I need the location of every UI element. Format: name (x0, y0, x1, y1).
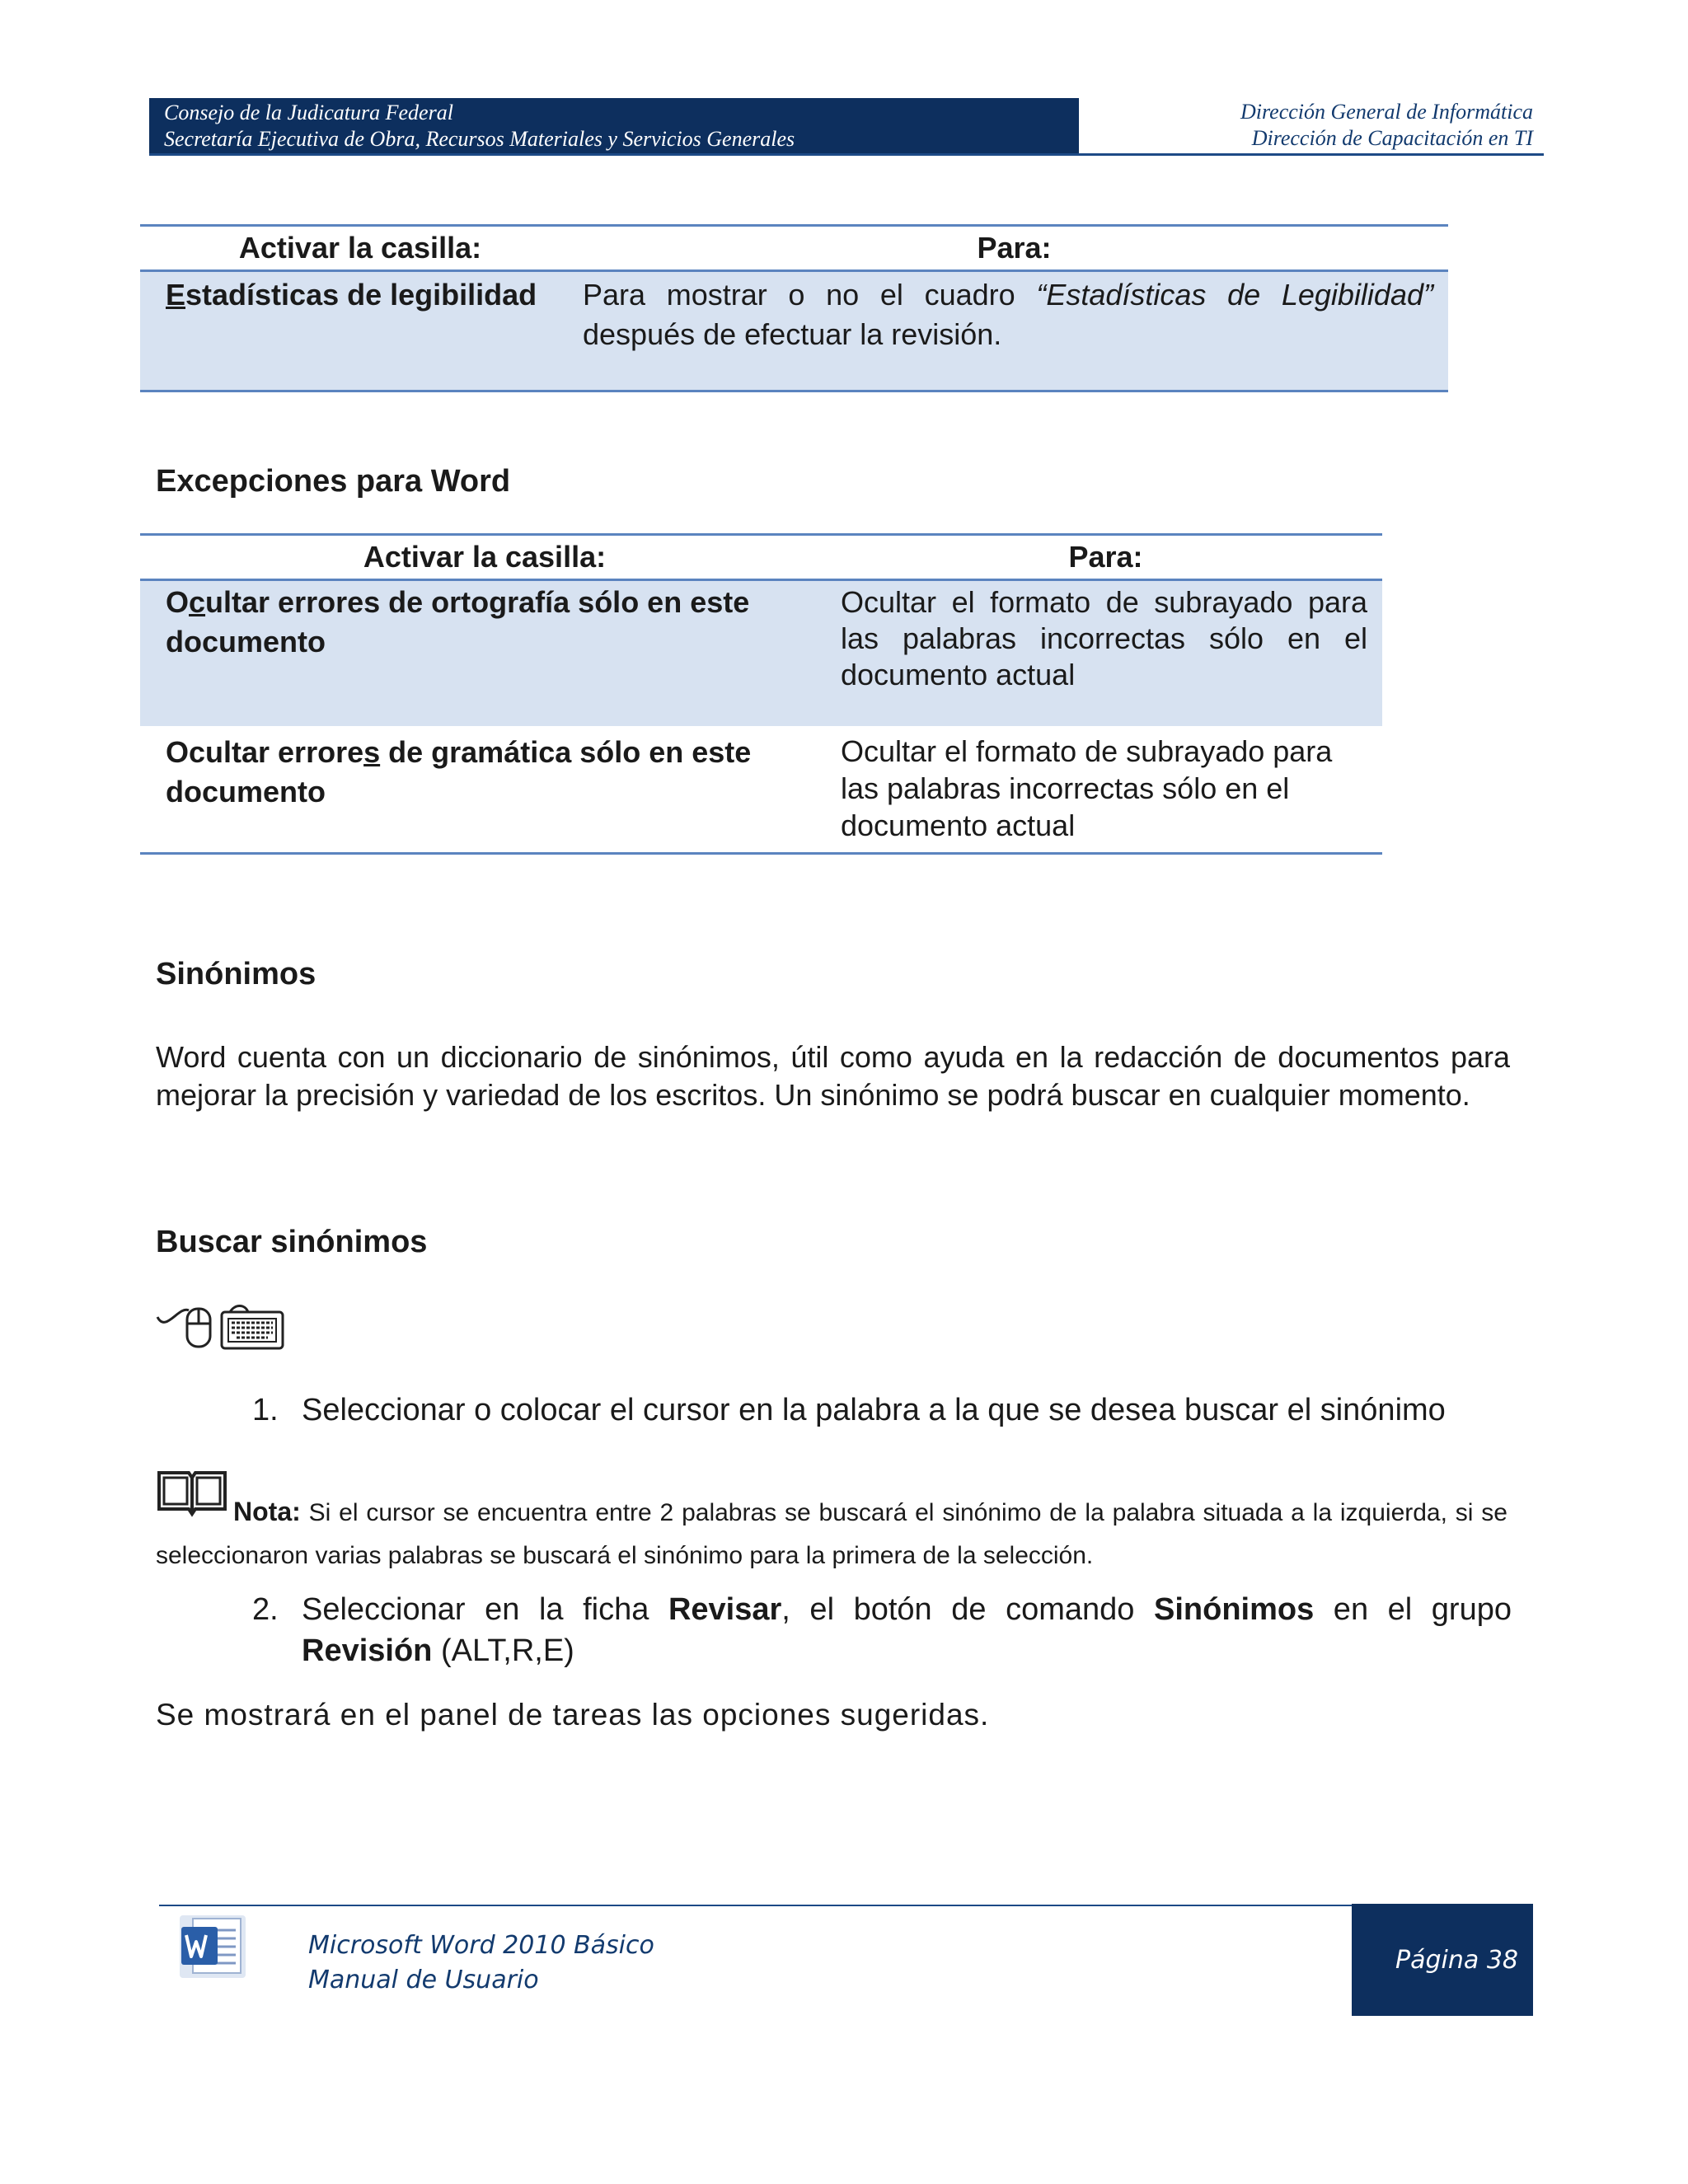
options-table-2 (140, 533, 1382, 855)
footer-manual: Manual de Usuario (308, 1966, 539, 1994)
option-description: Para mostrar o no el cuadro “Estadísticas de Legibilidad” después de efectuar la revisión. (580, 271, 1448, 391)
note-paragraph (156, 1490, 1507, 1577)
header-direction: Dirección General de Informática (1240, 100, 1533, 124)
option-description: Ocultar el formato de subrayado para las palabras incorrectas sólo en el documento actual (829, 580, 1382, 726)
table-row (140, 580, 1382, 726)
table-header-row (140, 535, 1382, 580)
header-rule (149, 153, 1544, 156)
table-row (140, 726, 1382, 854)
note-label: Nota: (233, 1497, 301, 1526)
col-header-activate: Activar la casilla: (238, 231, 482, 265)
header-left-band (149, 98, 1079, 154)
option-label: Estadísticas de legibilidad (140, 271, 580, 391)
step-2 (252, 1589, 1512, 1675)
table-header-row (140, 226, 1448, 271)
sinonimos-command-name: Sinónimos (1154, 1592, 1315, 1627)
section-title-excepciones: Excepciones para Word (156, 464, 511, 499)
option-label: Ocultar errores de ortografía sólo en este documento (140, 580, 829, 726)
keyboard-icon (222, 1306, 283, 1349)
header-org: Consejo de la Judicatura Federal (164, 101, 453, 124)
section-title-buscar: Buscar sinónimos (156, 1225, 428, 1259)
col-header-activate: Activar la casilla: (363, 540, 607, 574)
option-description: Ocultar el formato de subrayado para las palabras incorrectas sólo en el documento actual (841, 733, 1333, 842)
page-number: Página 38 (1395, 1945, 1518, 1975)
note-text: Si el cursor se encuentra entre 2 palabras se buscará el sinónimo de la palabra situada a la izquierda, si se seleccionaron varias palabras se buscará el sinónimo para la primera de la selección. (156, 1499, 1507, 1569)
header-right (1088, 99, 1533, 153)
option-label: Ocultar errores de gramática sólo en este documento (166, 734, 752, 808)
header-secretariat: Secretaría Ejecutiva de Obra, Recursos Materiales y Servicios Generales (164, 127, 795, 151)
col-header-purpose: Para: (977, 231, 1052, 265)
closing-sentence: Se mostrará en el panel de tareas las opciones sugeridas. (156, 1698, 990, 1732)
footer-text (308, 1929, 654, 1998)
footer-rule (159, 1905, 1352, 1906)
step-number: 2. (252, 1592, 279, 1627)
revision-group-name: Revisión (302, 1633, 433, 1668)
table-row (140, 271, 1448, 391)
options-table-1 (140, 224, 1448, 392)
step-text: Seleccionar en la ficha Revisar, el botón de comando Sinónimos en el grupo Revisión (ALT,R,E) (302, 1592, 1512, 1668)
mouse-icon (156, 1301, 288, 1358)
word-logo-icon (175, 1910, 251, 1981)
section-title-sinonimos: Sinónimos (156, 957, 316, 991)
revisar-tab-name: Revisar (668, 1592, 782, 1627)
step-text: Seleccionar o colocar el cursor en la palabra a la que se desea buscar el sinónimo (302, 1393, 1446, 1427)
step-number: 1. (252, 1393, 279, 1427)
footer-product: Microsoft Word 2010 Básico (308, 1931, 654, 1960)
header-subdirection: Dirección de Capacitación en TI (1251, 126, 1533, 150)
footer-page-box (1352, 1904, 1533, 2016)
sinonimos-paragraph: Word cuenta con un diccionario de sinónimos, útil como ayuda en la redacción de documentos para mejorar la precisión y variedad de los escritos. Un sinónimo se podrá buscar en cualquier momento. (156, 1040, 1510, 1112)
col-header-purpose: Para: (1068, 540, 1143, 574)
